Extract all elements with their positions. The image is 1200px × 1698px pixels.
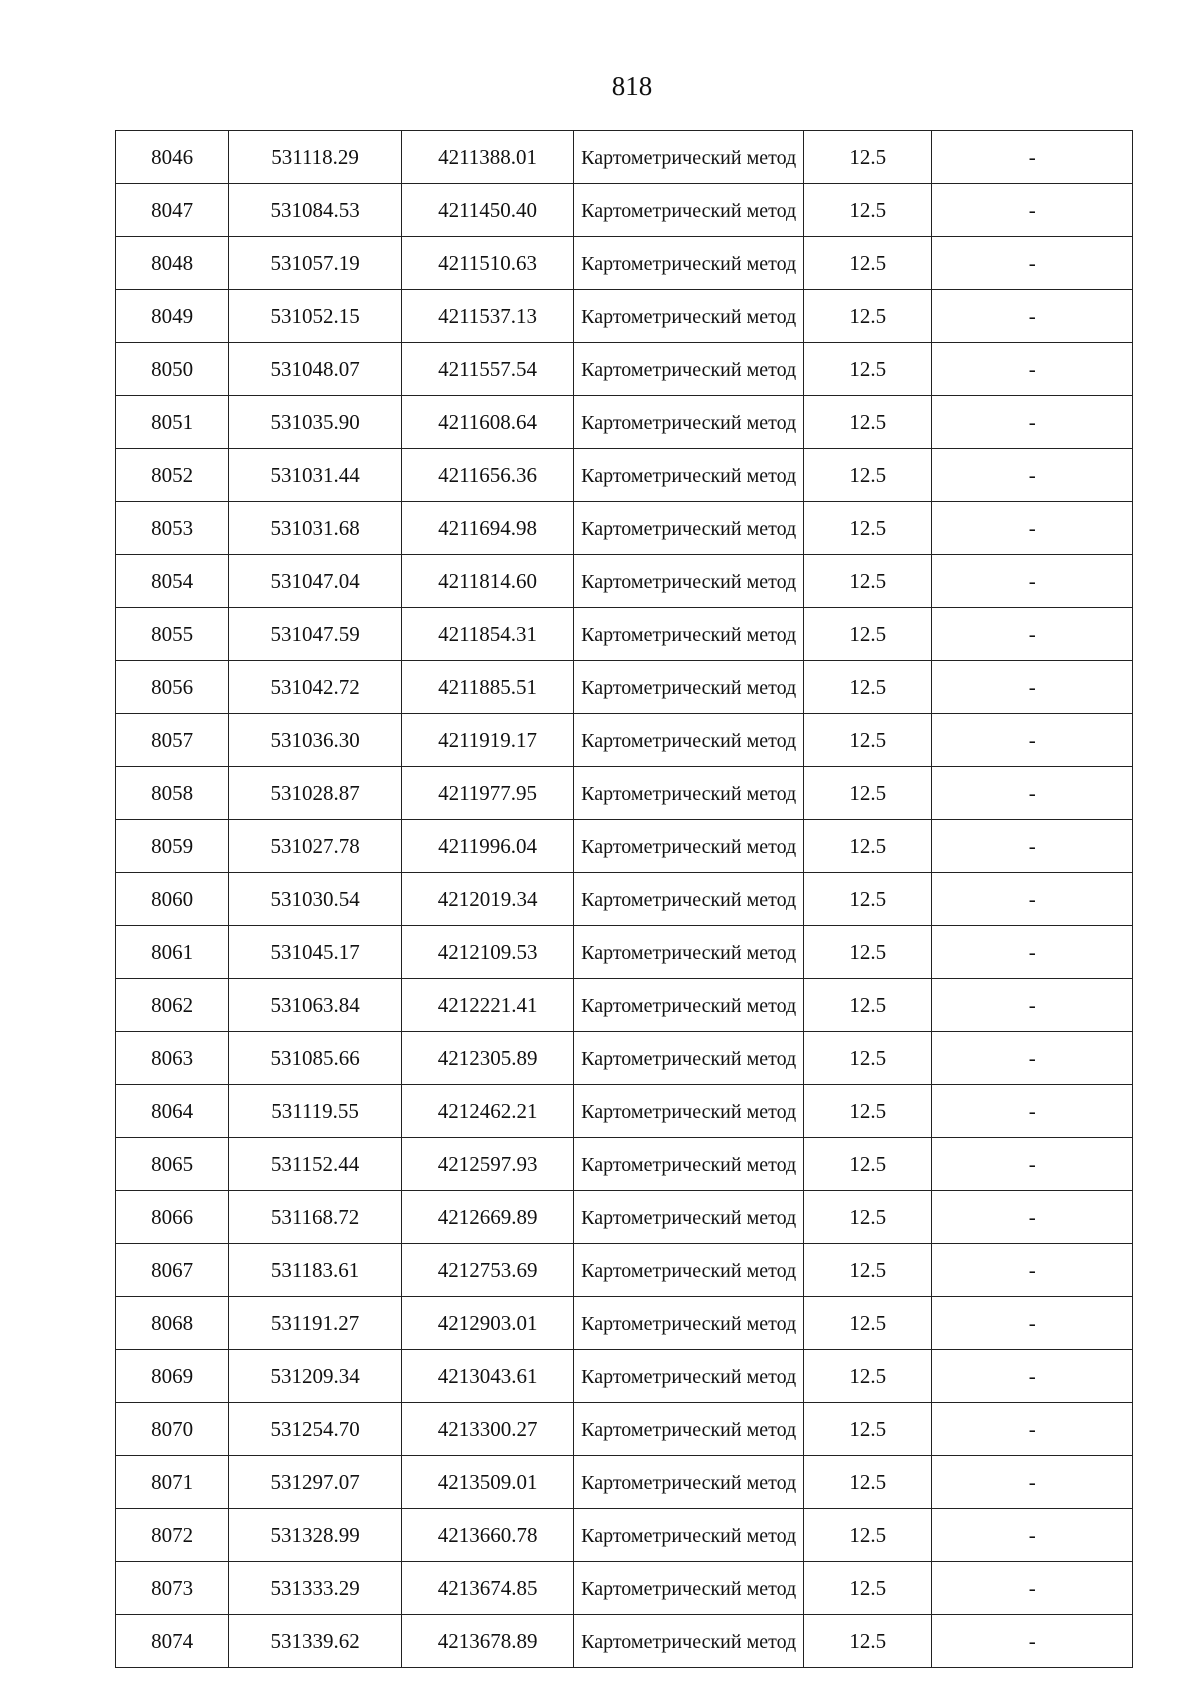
accuracy-cell: 12.5 xyxy=(804,1191,932,1244)
y-coordinate-cell: 4213043.61 xyxy=(401,1350,574,1403)
description-cell: - xyxy=(932,1138,1133,1191)
y-coordinate-cell: 4212462.21 xyxy=(401,1085,574,1138)
point-number-cell: 8072 xyxy=(116,1509,229,1562)
point-number-cell: 8071 xyxy=(116,1456,229,1509)
x-coordinate-cell: 531209.34 xyxy=(229,1350,402,1403)
accuracy-cell: 12.5 xyxy=(804,926,932,979)
point-number-cell: 8065 xyxy=(116,1138,229,1191)
x-coordinate-cell: 531152.44 xyxy=(229,1138,402,1191)
x-coordinate-cell: 531191.27 xyxy=(229,1297,402,1350)
point-number-cell: 8053 xyxy=(116,502,229,555)
method-cell: Картометрический метод xyxy=(574,979,804,1032)
method-cell: Картометрический метод xyxy=(574,1032,804,1085)
accuracy-cell: 12.5 xyxy=(804,873,932,926)
description-cell: - xyxy=(932,873,1133,926)
point-number-cell: 8063 xyxy=(116,1032,229,1085)
x-coordinate-cell: 531042.72 xyxy=(229,661,402,714)
point-number-cell: 8046 xyxy=(116,131,229,184)
table-row xyxy=(116,873,1133,926)
method-cell: Картометрический метод xyxy=(574,873,804,926)
method-cell: Картометрический метод xyxy=(574,1403,804,1456)
accuracy-cell: 12.5 xyxy=(804,502,932,555)
description-cell: - xyxy=(932,290,1133,343)
accuracy-cell: 12.5 xyxy=(804,1509,932,1562)
point-number-cell: 8050 xyxy=(116,343,229,396)
point-number-cell: 8060 xyxy=(116,873,229,926)
x-coordinate-cell: 531031.68 xyxy=(229,502,402,555)
y-coordinate-cell: 4211814.60 xyxy=(401,555,574,608)
y-coordinate-cell: 4213674.85 xyxy=(401,1562,574,1615)
description-cell: - xyxy=(932,449,1133,502)
accuracy-cell: 12.5 xyxy=(804,290,932,343)
x-coordinate-cell: 531028.87 xyxy=(229,767,402,820)
method-cell: Картометрический метод xyxy=(574,449,804,502)
accuracy-cell: 12.5 xyxy=(804,1032,932,1085)
x-coordinate-cell: 531084.53 xyxy=(229,184,402,237)
y-coordinate-cell: 4211557.54 xyxy=(401,343,574,396)
y-coordinate-cell: 4212221.41 xyxy=(401,979,574,1032)
description-cell: - xyxy=(932,343,1133,396)
method-cell: Картометрический метод xyxy=(574,767,804,820)
method-cell: Картометрический метод xyxy=(574,1085,804,1138)
table-row xyxy=(116,714,1133,767)
description-cell: - xyxy=(932,502,1133,555)
accuracy-cell: 12.5 xyxy=(804,1297,932,1350)
method-cell: Картометрический метод xyxy=(574,184,804,237)
x-coordinate-cell: 531027.78 xyxy=(229,820,402,873)
method-cell: Картометрический метод xyxy=(574,661,804,714)
description-cell: - xyxy=(932,714,1133,767)
method-cell: Картометрический метод xyxy=(574,1509,804,1562)
x-coordinate-cell: 531118.29 xyxy=(229,131,402,184)
description-cell: - xyxy=(932,820,1133,873)
table-row xyxy=(116,449,1133,502)
method-cell: Картометрический метод xyxy=(574,820,804,873)
y-coordinate-cell: 4212753.69 xyxy=(401,1244,574,1297)
table-row xyxy=(116,131,1133,184)
point-number-cell: 8067 xyxy=(116,1244,229,1297)
method-cell: Картометрический метод xyxy=(574,1138,804,1191)
y-coordinate-cell: 4212669.89 xyxy=(401,1191,574,1244)
table-row xyxy=(116,820,1133,873)
point-number-cell: 8048 xyxy=(116,237,229,290)
accuracy-cell: 12.5 xyxy=(804,767,932,820)
x-coordinate-cell: 531254.70 xyxy=(229,1403,402,1456)
x-coordinate-cell: 531035.90 xyxy=(229,396,402,449)
table-row xyxy=(116,1191,1133,1244)
method-cell: Картометрический метод xyxy=(574,1562,804,1615)
y-coordinate-cell: 4212597.93 xyxy=(401,1138,574,1191)
description-cell: - xyxy=(932,1085,1133,1138)
table-row xyxy=(116,1562,1133,1615)
table-row xyxy=(116,1032,1133,1085)
method-cell: Картометрический метод xyxy=(574,343,804,396)
table-row xyxy=(116,396,1133,449)
description-cell: - xyxy=(932,396,1133,449)
accuracy-cell: 12.5 xyxy=(804,555,932,608)
point-number-cell: 8070 xyxy=(116,1403,229,1456)
y-coordinate-cell: 4211450.40 xyxy=(401,184,574,237)
table-row xyxy=(116,1403,1133,1456)
accuracy-cell: 12.5 xyxy=(804,131,932,184)
x-coordinate-cell: 531085.66 xyxy=(229,1032,402,1085)
y-coordinate-cell: 4211608.64 xyxy=(401,396,574,449)
description-cell: - xyxy=(932,608,1133,661)
description-cell: - xyxy=(932,1244,1133,1297)
table-row xyxy=(116,343,1133,396)
description-cell: - xyxy=(932,1032,1133,1085)
point-number-cell: 8062 xyxy=(116,979,229,1032)
y-coordinate-cell: 4212903.01 xyxy=(401,1297,574,1350)
method-cell: Картометрический метод xyxy=(574,1615,804,1668)
point-number-cell: 8047 xyxy=(116,184,229,237)
point-number-cell: 8068 xyxy=(116,1297,229,1350)
description-cell: - xyxy=(932,237,1133,290)
accuracy-cell: 12.5 xyxy=(804,396,932,449)
method-cell: Картометрический метод xyxy=(574,608,804,661)
y-coordinate-cell: 4211388.01 xyxy=(401,131,574,184)
table-body xyxy=(116,131,1133,1668)
description-cell: - xyxy=(932,1562,1133,1615)
point-number-cell: 8052 xyxy=(116,449,229,502)
x-coordinate-cell: 531057.19 xyxy=(229,237,402,290)
description-cell: - xyxy=(932,767,1133,820)
x-coordinate-cell: 531333.29 xyxy=(229,1562,402,1615)
method-cell: Картометрический метод xyxy=(574,290,804,343)
table-row xyxy=(116,926,1133,979)
point-number-cell: 8058 xyxy=(116,767,229,820)
accuracy-cell: 12.5 xyxy=(804,1562,932,1615)
table-row xyxy=(116,184,1133,237)
y-coordinate-cell: 4211656.36 xyxy=(401,449,574,502)
point-number-cell: 8061 xyxy=(116,926,229,979)
description-cell: - xyxy=(932,926,1133,979)
method-cell: Картометрический метод xyxy=(574,1244,804,1297)
y-coordinate-cell: 4212019.34 xyxy=(401,873,574,926)
accuracy-cell: 12.5 xyxy=(804,1244,932,1297)
description-cell: - xyxy=(932,1297,1133,1350)
table-row xyxy=(116,661,1133,714)
x-coordinate-cell: 531297.07 xyxy=(229,1456,402,1509)
point-number-cell: 8069 xyxy=(116,1350,229,1403)
x-coordinate-cell: 531183.61 xyxy=(229,1244,402,1297)
x-coordinate-cell: 531339.62 xyxy=(229,1615,402,1668)
table-row xyxy=(116,1456,1133,1509)
description-cell: - xyxy=(932,661,1133,714)
table-row xyxy=(116,1350,1133,1403)
method-cell: Картометрический метод xyxy=(574,926,804,979)
accuracy-cell: 12.5 xyxy=(804,1085,932,1138)
table-row xyxy=(116,767,1133,820)
point-number-cell: 8073 xyxy=(116,1562,229,1615)
table-row xyxy=(116,1615,1133,1668)
accuracy-cell: 12.5 xyxy=(804,714,932,767)
y-coordinate-cell: 4211996.04 xyxy=(401,820,574,873)
table-row xyxy=(116,1138,1133,1191)
point-number-cell: 8066 xyxy=(116,1191,229,1244)
table-row xyxy=(116,1509,1133,1562)
y-coordinate-cell: 4212109.53 xyxy=(401,926,574,979)
y-coordinate-cell: 4213300.27 xyxy=(401,1403,574,1456)
x-coordinate-cell: 531031.44 xyxy=(229,449,402,502)
table-row xyxy=(116,502,1133,555)
description-cell: - xyxy=(932,1456,1133,1509)
accuracy-cell: 12.5 xyxy=(804,979,932,1032)
table-row xyxy=(116,979,1133,1032)
accuracy-cell: 12.5 xyxy=(804,237,932,290)
point-number-cell: 8074 xyxy=(116,1615,229,1668)
description-cell: - xyxy=(932,555,1133,608)
point-number-cell: 8051 xyxy=(116,396,229,449)
accuracy-cell: 12.5 xyxy=(804,1138,932,1191)
table-row xyxy=(116,608,1133,661)
method-cell: Картометрический метод xyxy=(574,555,804,608)
table-row xyxy=(116,237,1133,290)
accuracy-cell: 12.5 xyxy=(804,608,932,661)
x-coordinate-cell: 531047.59 xyxy=(229,608,402,661)
y-coordinate-cell: 4213660.78 xyxy=(401,1509,574,1562)
description-cell: - xyxy=(932,1403,1133,1456)
page-number: 818 xyxy=(611,71,653,101)
x-coordinate-cell: 531168.72 xyxy=(229,1191,402,1244)
y-coordinate-cell: 4211537.13 xyxy=(401,290,574,343)
table-row xyxy=(116,1244,1133,1297)
accuracy-cell: 12.5 xyxy=(804,661,932,714)
x-coordinate-cell: 531052.15 xyxy=(229,290,402,343)
x-coordinate-cell: 531119.55 xyxy=(229,1085,402,1138)
table-row xyxy=(116,290,1133,343)
description-cell: - xyxy=(932,1350,1133,1403)
method-cell: Картометрический метод xyxy=(574,396,804,449)
y-coordinate-cell: 4212305.89 xyxy=(401,1032,574,1085)
x-coordinate-cell: 531048.07 xyxy=(229,343,402,396)
accuracy-cell: 12.5 xyxy=(804,343,932,396)
method-cell: Картометрический метод xyxy=(574,1350,804,1403)
x-coordinate-cell: 531047.04 xyxy=(229,555,402,608)
description-cell: - xyxy=(932,131,1133,184)
table-row xyxy=(116,1085,1133,1138)
point-number-cell: 8055 xyxy=(116,608,229,661)
point-number-cell: 8056 xyxy=(116,661,229,714)
coordinates-table xyxy=(115,130,1133,1668)
x-coordinate-cell: 531063.84 xyxy=(229,979,402,1032)
y-coordinate-cell: 4211510.63 xyxy=(401,237,574,290)
y-coordinate-cell: 4211919.17 xyxy=(401,714,574,767)
y-coordinate-cell: 4211854.31 xyxy=(401,608,574,661)
point-number-cell: 8059 xyxy=(116,820,229,873)
accuracy-cell: 12.5 xyxy=(804,1403,932,1456)
x-coordinate-cell: 531045.17 xyxy=(229,926,402,979)
description-cell: - xyxy=(932,1191,1133,1244)
accuracy-cell: 12.5 xyxy=(804,184,932,237)
x-coordinate-cell: 531328.99 xyxy=(229,1509,402,1562)
method-cell: Картометрический метод xyxy=(574,1297,804,1350)
point-number-cell: 8057 xyxy=(116,714,229,767)
method-cell: Картометрический метод xyxy=(574,237,804,290)
description-cell: - xyxy=(932,1509,1133,1562)
accuracy-cell: 12.5 xyxy=(804,449,932,502)
method-cell: Картометрический метод xyxy=(574,1456,804,1509)
method-cell: Картометрический метод xyxy=(574,714,804,767)
accuracy-cell: 12.5 xyxy=(804,1350,932,1403)
method-cell: Картометрический метод xyxy=(574,1191,804,1244)
y-coordinate-cell: 4211977.95 xyxy=(401,767,574,820)
x-coordinate-cell: 531030.54 xyxy=(229,873,402,926)
accuracy-cell: 12.5 xyxy=(804,820,932,873)
point-number-cell: 8064 xyxy=(116,1085,229,1138)
x-coordinate-cell: 531036.30 xyxy=(229,714,402,767)
table-row xyxy=(116,1297,1133,1350)
y-coordinate-cell: 4213678.89 xyxy=(401,1615,574,1668)
y-coordinate-cell: 4211885.51 xyxy=(401,661,574,714)
accuracy-cell: 12.5 xyxy=(804,1615,932,1668)
method-cell: Картометрический метод xyxy=(574,131,804,184)
y-coordinate-cell: 4211694.98 xyxy=(401,502,574,555)
description-cell: - xyxy=(932,979,1133,1032)
accuracy-cell: 12.5 xyxy=(804,1456,932,1509)
point-number-cell: 8049 xyxy=(116,290,229,343)
method-cell: Картометрический метод xyxy=(574,502,804,555)
table-row xyxy=(116,555,1133,608)
description-cell: - xyxy=(932,184,1133,237)
description-cell: - xyxy=(932,1615,1133,1668)
y-coordinate-cell: 4213509.01 xyxy=(401,1456,574,1509)
point-number-cell: 8054 xyxy=(116,555,229,608)
